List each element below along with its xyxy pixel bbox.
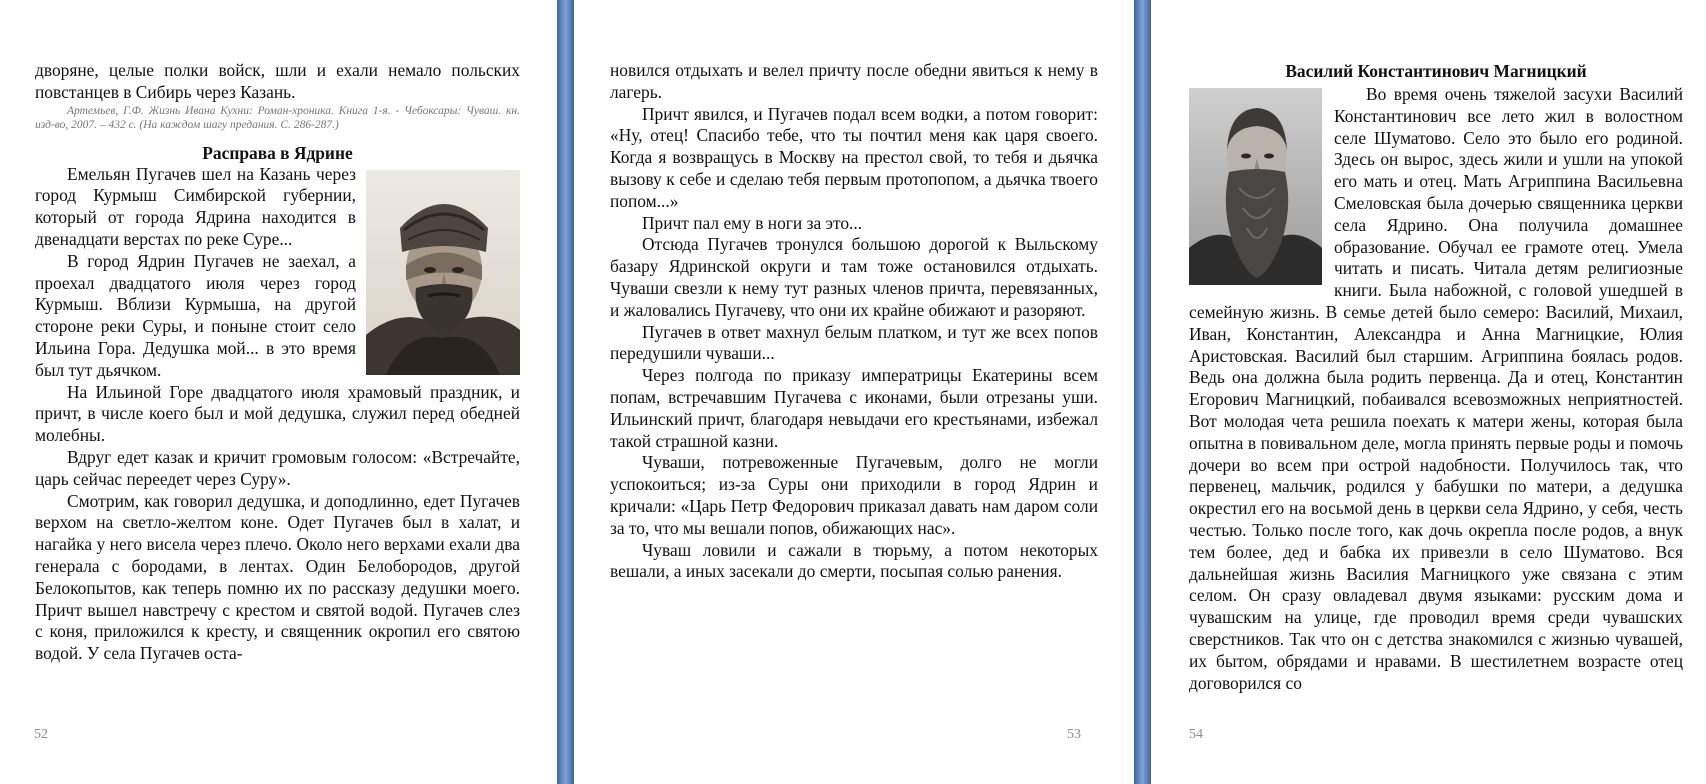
- paragraph: Через полгода по приказу императрицы Екатерины всем попам, встречавшим Пугачева с иконами, были отрезаны уши. Ильинский причт, благодаря невыдачи его крестьянами, избежал такой страшной казни.: [610, 365, 1098, 451]
- paragraph: В город Ядрин Пугачев не заехал, а проехал двадцатого июля через город Курмыш. Вблизи Курмыша, на другой стороне реки Суры, и поныне стоит село Ильина Гора. Дедушка мой... в это время был тут дьячком.: [35, 250, 356, 380]
- paragraph: Чуваши, потревоженные Пугачевым, долго не могли успокоиться; из-за Суры они приходили в город Ядрин и кричали: «Царь Петр Федорович приказал давать нам даром соли за то, что мы вешали попов, обижающих нас».: [610, 452, 1098, 538]
- page-gutter: [1134, 0, 1151, 784]
- page-text-column: [610, 60, 1098, 583]
- document-page-53: [574, 0, 1134, 784]
- document-page-54: [1151, 0, 1706, 784]
- page-text-column: [1189, 60, 1683, 694]
- paragraph: Отсюда Пугачев тронулся большою дорогой к Выльскому базару Ядринской округи и там тоже остановился отдыхать. Чуваши свезли к нему тут разных членов причта, перевязанных, и жаловались Пугачеву, что они их крайне обижают и разоряют.: [610, 234, 1098, 320]
- paragraph: Вдруг едет казак и кричит громовым голосом: «Встречайте, царь сейчас переедет через Суру».: [35, 446, 520, 489]
- section-heading: Василий Константинович Магницкий: [1285, 61, 1587, 81]
- paragraph: Причт явился, и Пугачев подал всем водки, а потом говорит: «Ну, отец! Спасибо тебе, что ты почтил меня как царя своего. Когда я возвращусь в Москву на престол свой, то тебя и дьячка вызову к себе и сделаю тебя первым протопопом, а дьячка твоего попом...»: [610, 103, 1098, 211]
- magnitsky-portrait-image: [1189, 88, 1322, 285]
- paragraph: Емельян Пугачев шел на Казань через город Курмыш Симбирской губернии, который от города Ядрина находится в двенадцати верстах по реке Суре...: [35, 163, 356, 249]
- paragraph: дворяне, целые полки войск, шли и ехали немало польских повстанцев в Сибирь через Казань.: [35, 60, 520, 102]
- document-page-52: [0, 0, 557, 784]
- page-gutter: [557, 0, 574, 784]
- paragraph: новился отдыхать и велел причту после обедни явиться к нему в лагерь.: [610, 60, 1098, 102]
- pugachev-portrait-image: [366, 170, 520, 375]
- page-text-column: [35, 60, 520, 665]
- paragraph: Смотрим, как говорил дедушка, и доподлинно, едет Пугачев верхом на светло-желтом коне. Одет Пугачев был в халат, и нагайка у него висела через плечо. Около него верхами ехали два генерала с бородами, в лентах. Один Белобородов, другой Белокопытов, как теперь помню их по рассказу дедушки моего. Причт вышел навстречу с крестом и святой водой. Пугачев слез с коня, приложился к кресту, и священник окропил его святою водой. У села Пугачев оста-: [35, 490, 520, 664]
- page-number: 53: [1067, 727, 1081, 742]
- paragraph: Пугачев в ответ махнул белым платком, и тут же всех попов передушили чуваши...: [610, 321, 1098, 364]
- paragraph: На Ильиной Горе двадцатого июля храмовый праздник, и причт, в числе коего был и мой дедушка, служил перед обедней молебны.: [35, 381, 520, 446]
- section-heading: Расправа в Ядрине: [202, 142, 353, 163]
- paragraph: Чуваш ловили и сажали в тюрьму, а потом некоторых вешали, а иных засекали до смерти, посыпая солью ранения.: [610, 539, 1098, 582]
- citation: Артемьев, Г.Ф. Жизнь Ивана Кухни: Роман-хроника. Книга 1-я. - Чебоксары: Чуваш. кн. изд-во, 2007. – 432 с. (На каждом шагу предания. С. 286-287.): [35, 104, 520, 131]
- page-number: 52: [34, 727, 48, 742]
- paragraph: Во время очень тяжелой засухи Василий Константинович все лето жил в волостном селе Шуматово. Село это было его родиной. Здесь он вырос, здесь жили и ушли на упокой его мать и отец. Мать Агриппина Васильевна Смеловская была дочерью священника церкви села Ядрино. Она получила домашнее образование. Обучал ее грамоте отец. Умела читать и писать. Читала детям религиозные книги. Была набожной, с головой ушедшей в семейную жизнь. В семье детей было семеро: Василий, Михаил, Иван, Константин, Александра и Анна Магницкие, Юлия Аристовская. Василий был старшим. Агриппина боялась родов. Ведь она должна была родить первенца. Да и отец, Константин Егорович Магницкий, побаивался всевозможных неприятностей. Вот молодая чета решила поехать к матери жены, которая была опытна в повивальном деле, могла принять первые роды и помочь дочери во всем при острой надобности. Получилось так, что первенец, мальчик, родился у бабушки по матери, а дедушка окрестил его на восьмой день в церкви села Ядрино, у себя, честь честью. Только после того, как дочь окрепла после родов, а внук тем более, дед и бабка их привезли в село Шуматово. Вся дальнейшая жизнь Василия Магницкого уже связана с этим селом. Он сразу овладевал двумя языками: русским дома и чувашским на улице, где проводил время среди чувашских сверстников. Так что он с детства знакомился с жизнью чувашей, их бытом, обрядами и нравами. В шестилетнем возрасте отец договорился со: [1189, 84, 1683, 693]
- page-number: 54: [1189, 727, 1203, 742]
- paragraph: Причт пал ему в ноги за это...: [642, 212, 863, 233]
